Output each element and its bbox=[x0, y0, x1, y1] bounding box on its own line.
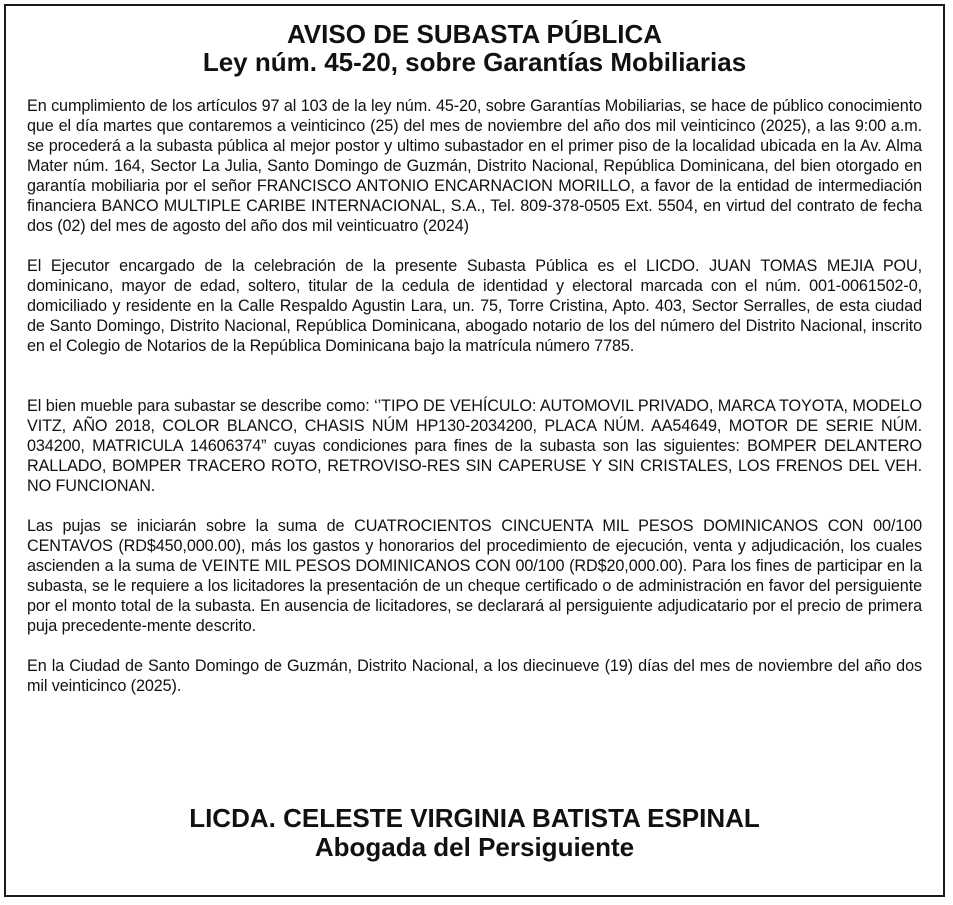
notice-header bbox=[6, 20, 943, 76]
paragraph-vehicle-description: El bien mueble para subastar se describe como: ‘’TIPO DE VEHÍCULO: AUTOMOVIL PRIVADO, MARCA TOYOTA, MODELO VITZ, AÑO 2018, COLOR BLANCO, CHASIS NÚM HP130-2034200, PLACA NÚM. AA54649, MOTOR DE SERIE NÚM. 034200, MATRICULA 14606374” cuyas condiciones para fines de la subasta son las siguientes: BOMPER DELANTERO RALLADO, BOMPER TRACERO ROTO, RETROVISO-RES SIN CAPERUSE Y SIN CRISTALES, LOS FRENOS DEL VEH. NO FUNCIONAN. bbox=[27, 397, 922, 495]
paragraph-bidding-terms: Las pujas se iniciarán sobre la suma de CUATROCIENTOS CINCUENTA MIL PESOS DOMINICANOS CON 00/100 CENTAVOS (RD$450,000.00), más los gastos y honorarios del procedimiento de ejecución, venta y adjudicación, los cuales ascienden a la suma de VEINTE MIL PESOS DOMINICANOS CON 00/100 (RD$20,000.00). Para los fines de participar en la subasta, se le requiere a los licitadores la presentación de un cheque certificado o de administración en favor del persiguiente por el monto total de la subasta. En ausencia de licitadores, se declarará al persiguiente adjudicatario por el precio de primera puja precedente-mente descrito. bbox=[27, 517, 922, 635]
signatory-role: Abogada del Persiguiente bbox=[314, 832, 635, 862]
paragraph-executor: El Ejecutor encargado de la celebración de la presente Subasta Pública es el LICDO. JUAN TOMAS MEJIA POU, dominicano, mayor de edad, soltero, titular de la cedula de identidad y electoral marcada con el núm. 001-0061502-0, domiciliado y residente en la Calle Respaldo Agustin Lara, un. 75, Torre Cristina, Apto. 403, Sector Serralles, de esta ciudad de Santo Domingo, Distrito Nacional, República Dominicana, abogado notario de los del número del Distrito Nacional, inscrito en el Colegio de Notarios de la República Dominicana bajo la matrícula número 7785. bbox=[27, 257, 922, 355]
notice-body bbox=[27, 96, 922, 696]
paragraph-date-place: En la Ciudad de Santo Domingo de Guzmán, Distrito Nacional, a los diecinueve (19) días del mes de noviembre del año dos mil veinticinco (2025). bbox=[27, 657, 922, 695]
auction-notice bbox=[4, 4, 945, 897]
signature-block bbox=[6, 804, 943, 862]
signatory-name: LICDA. CELESTE VIRGINIA BATISTA ESPINAL bbox=[189, 803, 760, 833]
paragraph-announcement: En cumplimiento de los artículos 97 al 103 de la ley núm. 45-20, sobre Garantías Mobiliarias, se hace de público conocimiento que el día martes que contaremos a veinticinco (25) del mes de noviembre del año dos mil veinticinco (2025), a las 9:00 a.m. se procederá a la subasta pública al mejor postor y ultimo subastador en el primer piso de la localidad ubicada en la Av. Alma Mater núm. 164, Sector La Julia, Santo Domingo de Guzmán, Distrito Nacional, República Dominicana, del bien otorgado en garantía mobiliaria por el señor FRANCISCO ANTONIO ENCARNACION MORILLO, a favor de la entidad de intermediación financiera BANCO MULTIPLE CARIBE INTERNACIONAL, S.A., Tel. 809-378-0505 Ext. 5504, en virtud del contrato de fecha dos (02) del mes de agosto del año dos mil veinticuatro (2024) bbox=[27, 97, 922, 235]
notice-title: AVISO DE SUBASTA PÚBLICA bbox=[286, 19, 663, 49]
notice-subtitle: Ley núm. 45-20, sobre Garantías Mobiliarias bbox=[202, 47, 747, 77]
